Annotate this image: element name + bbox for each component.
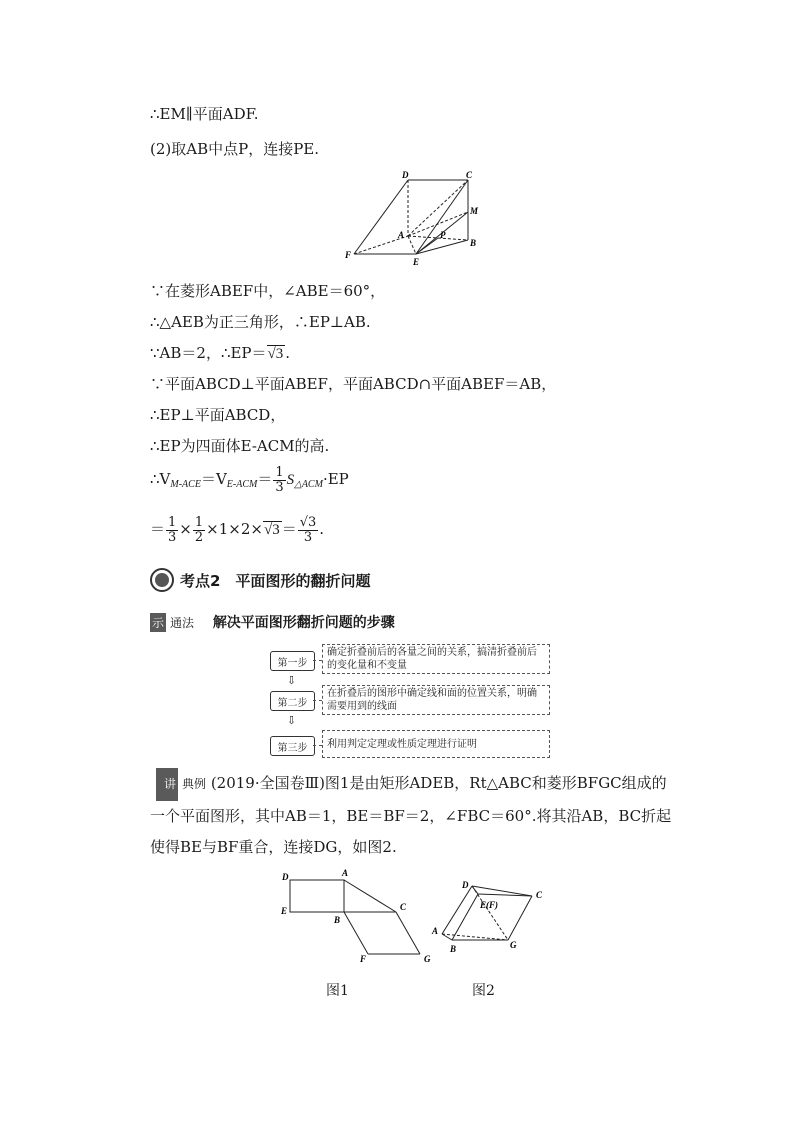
arrow-down-icon: ⇩ [287, 714, 297, 727]
formula-volume: $\therefore V_{M-ACE}=V_{E-ACM}=$ $\frac{1}{3}$ $S_{\triangle ACM}\cdot EP$ [150, 465, 349, 495]
example-text: (2019·全国卷Ⅲ)图1是由矩形ADEB，Rt△ABC和菱形BFGC组成的一个平面图形，其中AB＝1，BE＝BF＝2，∠FBC＝60°.将其沿AB，BC折起使得BE与BF重合，连接DG，如图2. [150, 774, 672, 856]
line-take-midpoint: (2)取AB中点P，连接PE. [150, 140, 320, 158]
label-b: B [334, 915, 341, 925]
label-f: F [360, 954, 367, 964]
caption-fig1: 图1 [326, 983, 349, 999]
label-f: F [345, 250, 352, 260]
sqrt-three: √3 [267, 346, 284, 362]
method-tag-rest: 通法 [170, 616, 195, 630]
step1-desc: 确定折叠前后的各量之间的关系，搞清折叠前后的变化量和不变量 [322, 644, 550, 674]
step2-desc: 在折叠后的图形中确定线和面的位置关系，明确需要用到的线面 [322, 685, 550, 715]
caption-fig2: 图2 [472, 983, 495, 999]
step2-label: 第二步 [270, 691, 315, 711]
example-tag-rest: 典例 [182, 777, 207, 791]
method-tag: 示 [150, 613, 166, 632]
line-ep-value: ∵AB＝2，∴EP＝√3 . [150, 344, 291, 362]
label-p: P [440, 230, 446, 240]
label-b: B [470, 238, 477, 248]
line-equilateral: ∴△AEB为正三角形，∴EP⊥AB. [150, 313, 371, 331]
label-ef: E(F) [480, 900, 498, 910]
step3-connector [313, 745, 322, 746]
flowchart [270, 644, 560, 760]
step3-desc: 利用判定定理或性质定理进行证明 [322, 730, 550, 758]
step1-connector [313, 660, 322, 661]
line-rhombus: ∵在菱形ABEF中，∠ABE＝60°， [150, 282, 386, 300]
label-a: A [398, 230, 405, 240]
circle-icon [150, 568, 174, 592]
label-e: E [281, 906, 288, 916]
ep-text: ∵AB＝2，∴EP＝ [150, 344, 267, 362]
label-d: D [402, 170, 409, 180]
label-b: B [450, 944, 457, 954]
folded-figure [428, 876, 556, 962]
flat-figure [276, 866, 441, 970]
label-a: A [342, 868, 349, 878]
label-d: D [282, 872, 289, 882]
method-heading [150, 612, 395, 632]
line-em-parallel: ∴EM∥平面ADF. [150, 105, 259, 123]
section-heading [150, 568, 370, 592]
step2-connector [313, 700, 322, 701]
line-ep-perp: ∴EP⊥平面ABCD， [150, 406, 286, 424]
formula-result: ＝ $\frac{1}{3}$ × $\frac{1}{2}$ ×1×2×√3 ＝ $\frac{√3}{3}$ . [150, 515, 325, 545]
label-c: C [466, 170, 473, 180]
step1-label: 第一步 [270, 651, 315, 671]
example-tag: 讲 [156, 768, 178, 801]
label-d: D [462, 880, 469, 890]
arrow-down-icon: ⇩ [287, 674, 297, 687]
label-g: G [424, 954, 431, 964]
example-paragraph [150, 768, 680, 863]
label-a: A [432, 926, 439, 936]
method-title: 解决平面图形翻折问题的步骤 [212, 615, 395, 631]
label-c: C [400, 902, 407, 912]
step3-label: 第三步 [270, 736, 315, 756]
label-m: M [470, 206, 479, 216]
line-ep-height: ∴EP为四面体E-ACM的高. [150, 437, 330, 455]
label-g: G [510, 940, 517, 950]
label-c: C [536, 890, 543, 900]
line-planes: ∵平面ABCD⊥平面ABEF，平面ABCD∩平面ABEF＝AB， [150, 375, 557, 393]
section-title: 考点2 平面图形的翻折问题 [180, 571, 371, 590]
solid-figure [340, 168, 490, 268]
label-e: E [413, 257, 420, 267]
